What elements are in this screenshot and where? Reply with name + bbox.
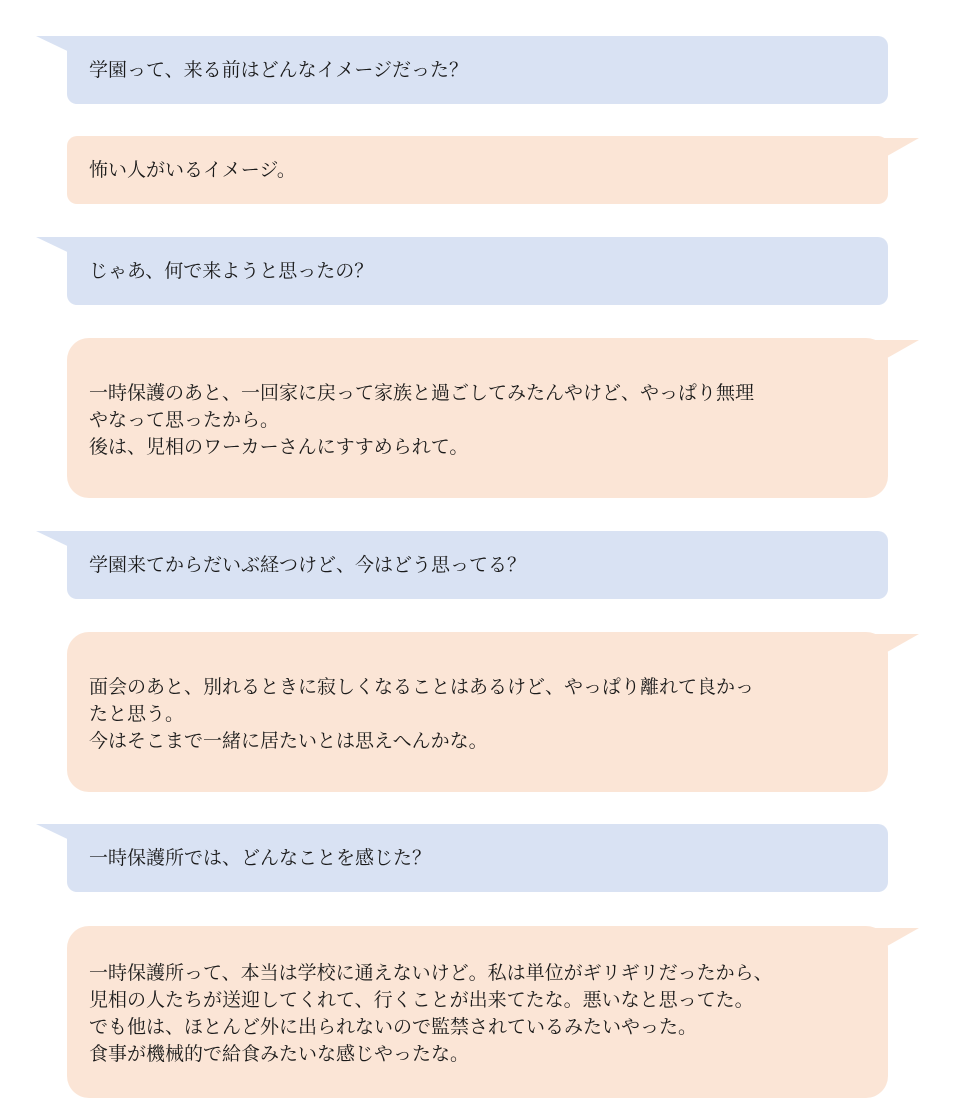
message-text: 一時保護所では、どんなことを感じた？ (89, 846, 432, 869)
message-text-block (89, 956, 773, 1068)
message-line: 後は、児相のワーカーさんにすすめられて。 (89, 435, 469, 458)
bubble-tail (873, 634, 919, 662)
message-line: でも他は、ほとんど外に出られないので監禁されているみたいやった。 (89, 1016, 698, 1038)
message-line: 児相の人たちが送迎してくれて、行くことが出来てたな。悪いなと思ってた。 (89, 989, 754, 1011)
bubble-tail (36, 531, 82, 555)
message-text: 怖い人がいるイメージ。 (89, 158, 296, 181)
interviewer-bubble (67, 531, 888, 599)
bubble-tail (36, 36, 82, 60)
message-line: 面会のあと、別れるときに寂しくなることはあるけど、やっぱり離れて良かっ (89, 675, 755, 698)
message-text: 学園って、来る前はどんなイメージだった？ (89, 58, 469, 81)
interviewer-bubble (67, 824, 888, 892)
message-line: 食事が機械的で給食みたいな感じやったな。 (89, 1043, 470, 1065)
resident-bubble (67, 136, 888, 204)
bubble-tail (36, 824, 82, 848)
resident-bubble (67, 926, 888, 1098)
bubble-tail (873, 138, 919, 166)
bubble-tail (36, 237, 82, 261)
message-line: 今はそこまで一緒に居たいとは思えへんかな。 (89, 729, 488, 752)
bubble-tail (873, 340, 919, 368)
resident-bubble (67, 632, 888, 792)
message-line: やなって思ったから。 (89, 408, 280, 431)
message-line: 一時保護所って、本当は学校に通えないけど。私は単位がギリギリだったから、 (89, 962, 773, 984)
interviewer-bubble (67, 237, 888, 305)
resident-bubble (67, 338, 888, 498)
interviewer-bubble (67, 36, 888, 104)
message-line: 一時保護のあと、一回家に戻って家族と過ごしてみたんやけど、やっぱり無理 (89, 381, 755, 404)
message-text-block (89, 376, 754, 461)
message-text: 学園来てからだいぶ経つけど、今はどう思ってる？ (89, 553, 527, 576)
message-text-block (89, 670, 754, 755)
message-line: たと思う。 (89, 702, 185, 725)
bubble-tail (873, 928, 919, 956)
message-text: じゃあ、何で来ようと思ったの？ (89, 259, 374, 282)
